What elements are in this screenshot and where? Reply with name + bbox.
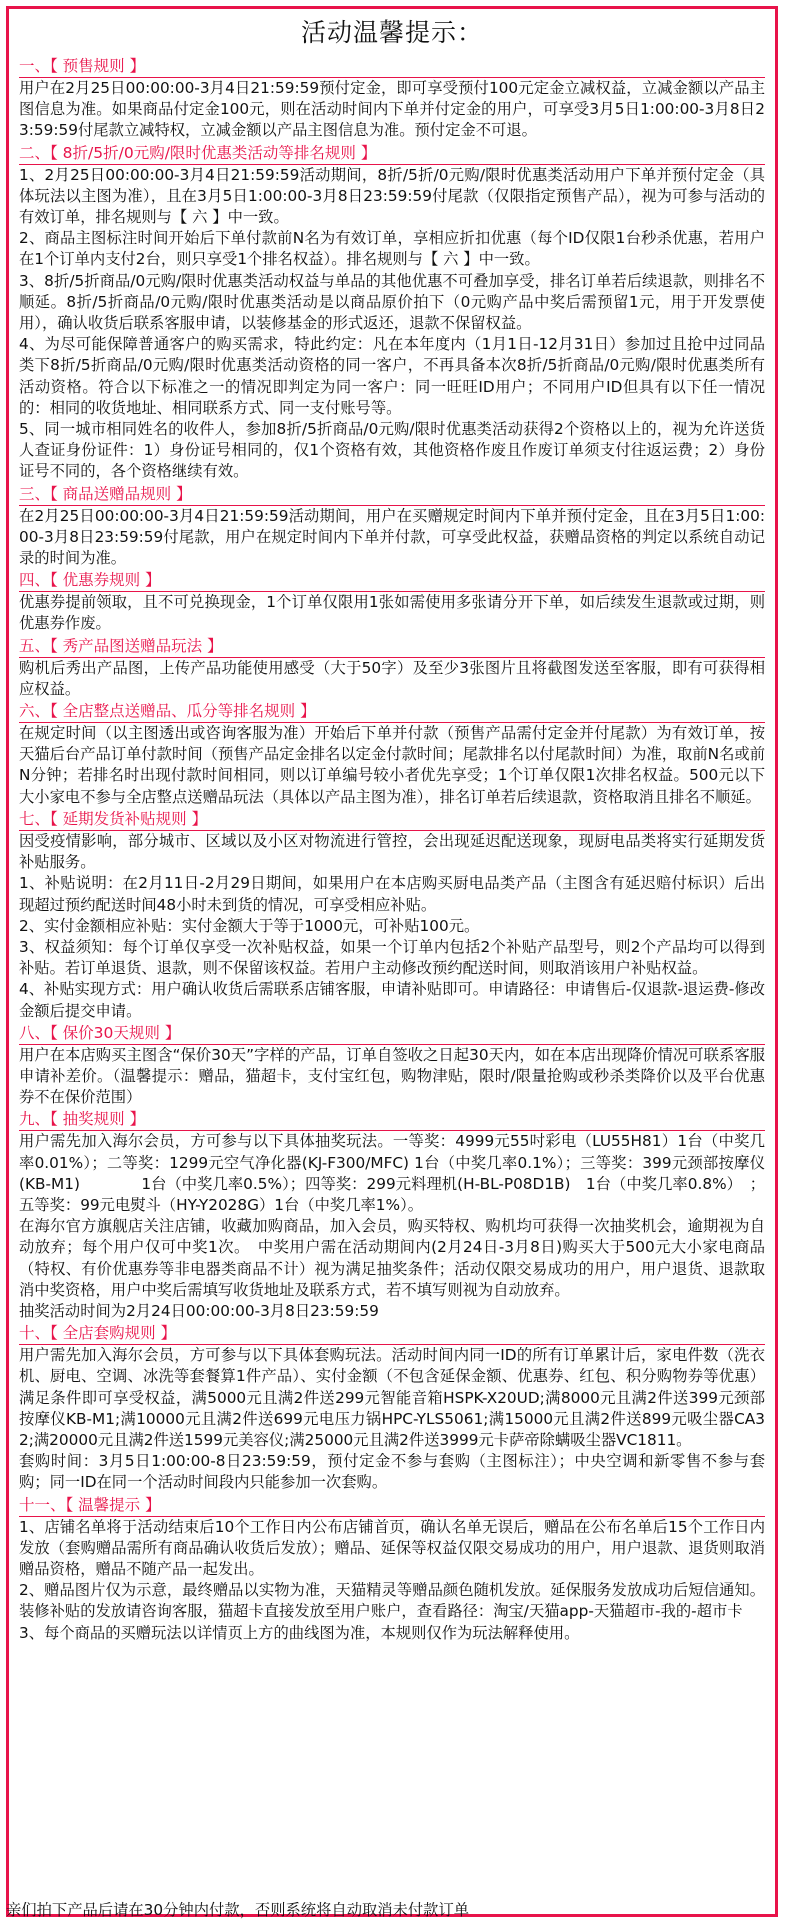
rule-paragraph: 优惠券提前领取，且不可兑换现金，1个订单仅限用1张如需使用多张请分开下单，如后续发生退款或过期，则优惠券作废。 xyxy=(19,593,765,633)
rule-section xyxy=(19,1108,765,1322)
rule-section xyxy=(19,55,765,142)
rule-paragraph: 抽奖活动时间为2月24日00:00:00-3月8日23:59:59 xyxy=(19,1301,379,1320)
section-heading: 三、【 商品送赠品规则 】 xyxy=(19,483,765,506)
rule-paragraph: 在海尔官方旗舰店关注店铺，收藏加购商品，加入会员，购买特权、购机均可获得一次抽奖机会，逾期视为自动放弃；每个用户仅可中奖1次。 中奖用户需在活动期间内(2月24日-3月8日)购买大于500元大小家电商品（特权、有价优惠券等非电器类商品不计）视为满足抽奖条件；活动仅限交易成功的用户，用户退货、退款取消中奖资格，用户中奖后需填写收货地址及联系方式，若不填写则视为自动放弃。 xyxy=(19,1217,765,1299)
rule-section xyxy=(19,808,765,1022)
page-title: 活动温馨提示： xyxy=(300,18,483,47)
rule-section xyxy=(19,483,765,570)
rule-section xyxy=(19,1322,765,1493)
section-heading: 六、【 全店整点送赠品、瓜分等排名规则 】 xyxy=(19,700,765,723)
rule-paragraph: 3、8折/5折商品/0元购/限时优惠类活动权益与单品的其他优惠不可叠加享受，排名订单若后续退款，则排名不顺延。8折/5折商品/0元购/限时优惠类活动是以商品原价拍下（0元购产品中奖后需预留1元，用于开发票使用），确认收货后联系客服申请，以装修基金的形式返还，退款不保留权益。 xyxy=(19,271,765,333)
rule-paragraph: 2、赠品图片仅为示意，最终赠品以实物为准，天猫精灵等赠品颜色随机发放。延保服务发放成功后短信通知。装修补贴的发放请咨询客服，猫超卡直接发放至用户账户，查看路径：淘宝/天猫app-天猫超市-我的-超市卡 xyxy=(19,1581,765,1621)
rule-paragraph: 3、每个商品的买赠玩法以详情页上方的曲线图为准，本规则仅作为玩法解释使用。 xyxy=(19,1623,580,1642)
rule-paragraph: 4、补贴实现方式：用户确认收货后需联系店铺客服，申请补贴即可。申请路径：申请售后-仅退款-退运费-修改金额后提交申请。 xyxy=(19,980,765,1020)
rule-paragraph: 在规定时间（以主图透出或咨询客服为准）开始后下单并付款（预售产品需付定金并付尾款）为有效订单，按天猫后台产品订单付款时间（预售产品定金排名以定金付款时间；尾款排名以付尾款时间）为准，取前N名或前N分钟；若排名时出现付款时间相同，则以订单编号较小者优先享受；1个订单仅限1次排名权益。500元以下大小家电不参与全店整点送赠品玩法（具体以产品主图为准），排名订单若后续退款，资格取消且排名不顺延。 xyxy=(19,724,765,806)
rule-paragraph: 4、为尽可能保障普通客户的购买需求，特此约定：凡在本年度内（1月1日-12月31日）参加过且抢中过同品类下8折/5折商品/0元购/限时优惠类活动资格的同一客户，不再具备本次8折/5折商品/0元购/限时优惠类所有活动资格。符合以下标准之一的情况即判定为同一客户：同一旺旺ID用户；不同用户ID但具有以下任一情况的：相同的收货地址、相同联系方式、同一支付账号等。 xyxy=(19,335,765,417)
rule-section xyxy=(19,142,765,483)
payment-reminder: 亲们拍下产品后请在30分钟内付款，否则系统将自动取消未付款订单 xyxy=(6,1901,470,1919)
rule-paragraph: 1、店铺名单将于活动结束后10个工作日内公布店铺首页，确认名单无误后，赠品在公布名单后15个工作日内发放（套购赠品需所有商品确认收货后发放）；赠品、延保等权益仅限交易成功的用户，用户退款、退货则取消赠品资格，赠品不随产品一起发出。 xyxy=(19,1517,765,1578)
section-heading: 四、【 优惠券规则 】 xyxy=(19,569,765,592)
rules-list xyxy=(19,55,765,1644)
section-heading: 一、【 预售规则 】 xyxy=(19,55,765,78)
rule-paragraph: 因受疫情影响，部分城市、区域以及小区对物流进行管控，会出现延迟配送现象，现厨电品类将实行延期发货补贴服务。 xyxy=(19,831,765,872)
rule-paragraph: 2、商品主图标注时间开始后下单付款前N名为有效订单，享相应折扣优惠（每个ID仅限1台秒杀优惠，若用户在1个订单内支付2台，则只享受1个排名权益）。排名规则与【 六 】中一致。 xyxy=(19,229,765,269)
rule-paragraph: 用户在本店购买主图含“保价30天”字样的产品，订单自签收之日起30天内，如在本店出现降价情况可联系客服申请补差价。（温馨提示：赠品，猫超卡，支付宝红包，购物津贴，限时/限量抢购或秒杀类降价以及平台优惠券不在保价范围） xyxy=(19,1045,765,1107)
notice-frame xyxy=(6,6,778,1917)
rule-section xyxy=(19,569,765,634)
rule-paragraph: 用户在2月25日00:00:00-3月4日21:59:59预付定金，即可享受预付100元定金立减权益，立减金额以产品主图信息为准。如果商品付定金100元，则在活动时间内下单并付定金的用户，可享受3月5日1:00:00-3月8日23:59:59付尾款立减特权，立减金额以产品主图信息为准。预付定金不可退。 xyxy=(19,79,765,140)
rule-paragraph: 2、实付金额相应补贴：实付金额大于等于1000元，可补贴100元。 xyxy=(19,916,480,935)
rule-section xyxy=(19,635,765,700)
rule-paragraph: 在2月25日00:00:00-3月4日21:59:59活动期间，用户在买赠规定时间内下单并预付定金，且在3月5日1:00:00-3月8日23:59:59付尾款，用户在规定时间内下单并付款，可享受此权益，获赠品资格的判定以系统自动记录的时间为准。 xyxy=(19,506,765,568)
rule-section xyxy=(19,1022,765,1109)
rule-paragraph: 5、同一城市相同姓名的收件人，参加8折/5折商品/0元购/限时优惠类活动获得2个资格以上的，视为允许送货人查证身份证件：1）身份证号相同的，仅1个资格有效，其他资格作废且作废订单须支付往返运费；2）身份证号不同的，各个资格继续有效。 xyxy=(19,420,765,481)
section-heading: 九、【 抽奖规则 】 xyxy=(19,1108,765,1131)
rule-paragraph: 套购时间：3月5日1:00:00-8日23:59:59，预付定金不参与套购（主图标注）；中央空调和新零售不参与套购；同一ID在同一个活动时间段内只能参加一次套购。 xyxy=(19,1452,765,1492)
section-heading: 十、【 全店套购规则 】 xyxy=(19,1322,765,1345)
rule-paragraph: 3、权益须知：每个订单仅享受一次补贴权益，如果一个订单内包括2个补贴产品型号，则2个产品均可以得到补贴。若订单退货、退款，则不保留该权益。若用户主动修改预约配送时间，则取消该用户补贴权益。 xyxy=(19,937,765,978)
rule-paragraph: 用户需先加入海尔会员，方可参与以下具体抽奖玩法。一等奖：4999元55吋彩电（LU55H81）1台（中奖几率0.01%）；二等奖：1299元空气净化器(KJ-F300/MFC) 1台（中奖几率0.1%）；三等奖：399元颈部按摩仪(KB-M1) 1台（中奖几率0.5%）；四等奖：299元料理机(H-BL-P08D1B) 1台（中奖几率0.8%） ；五等奖：99元电熨斗（HY-Y2028G）1台（中奖几率1%）。 xyxy=(19,1132,765,1214)
rule-section xyxy=(19,700,765,808)
rule-paragraph: 购机后秀出产品图，上传产品功能使用感受（大于50字）及至少3张图片且将截图发送至客服，即有可获得相应权益。 xyxy=(19,658,765,698)
rule-paragraph: 用户需先加入海尔会员，方可参与以下具体套购玩法。活动时间内同一ID的所有订单累计后，家电件数（洗衣机、厨电、空调、冰洗等套餐算1件产品）、实付金额（不包含延保金额、优惠券、红包、积分购物券等优惠）满足条件即可享受权益，满5000元且满2件送299元智能音箱HSPK-X20UD;满8000元且满2件送399元颈部按摩仪KB-M1;满10000元且满2件送699元电压力锅HPC-YLS5061;满15000元且满2件送899元吸尘器CA32;满20000元且满2件送1599元美容仪;满25000元且满2件送3999元卡萨帝除螨吸尘器VC1811。 xyxy=(19,1346,765,1449)
section-heading: 十一、【 温馨提示 】 xyxy=(19,1494,765,1517)
section-heading: 八、【 保价30天规则 】 xyxy=(19,1022,765,1045)
section-heading: 五、【 秀产品图送赠品玩法 】 xyxy=(19,635,765,658)
rule-paragraph: 1、补贴说明：在2月11日-2月29日期间，如果用户在本店购买厨电品类产品（主图含有延迟赔付标识）后出现超过预约配送时间48小时未到货的情况，可享受相应补贴。 xyxy=(19,874,765,914)
section-heading: 二、【 8折/5折/0元购/限时优惠类活动等排名规则 】 xyxy=(19,142,765,165)
rule-paragraph: 1、2月25日00:00:00-3月4日21:59:59活动期间，8折/5折/0元购/限时优惠类活动用户下单并预付定金（具体玩法以主图为准），且在3月5日1:00:00-3月8日23:59:59付尾款（仅限指定预售产品），视为可参与活动的有效订单，排名规则与【 六 】中一致。 xyxy=(19,165,765,227)
section-heading: 七、【 延期发货补贴规则 】 xyxy=(19,808,765,831)
rule-section xyxy=(19,1494,765,1644)
